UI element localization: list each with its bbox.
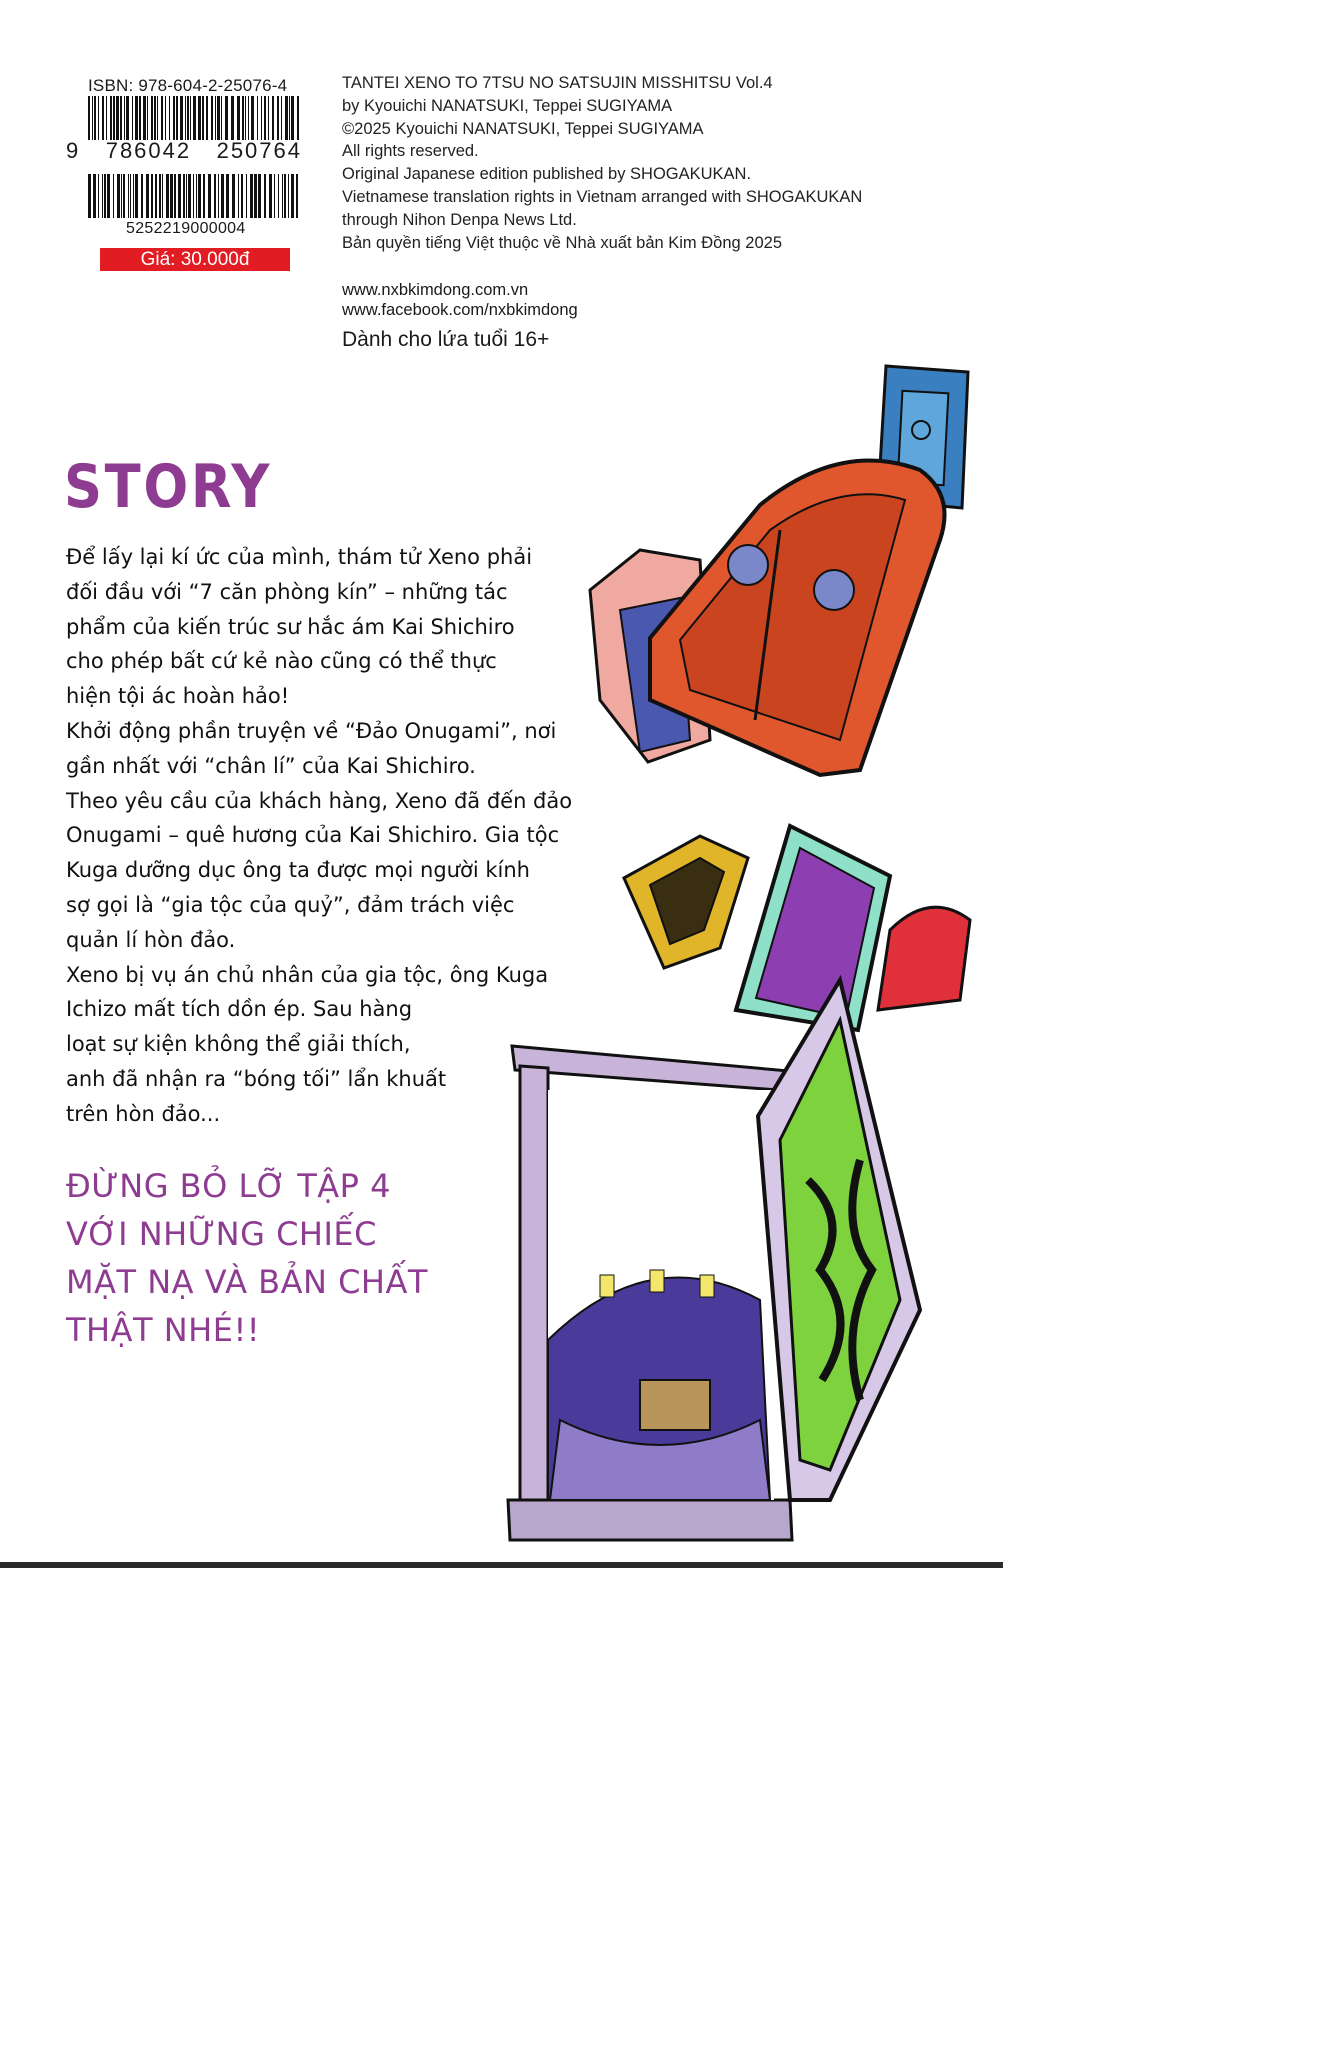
copyright-line: Vietnamese translation rights in Vietnam arranged with SHOGAKUKAN [342, 187, 863, 206]
story-line: quản lí hòn đảo. [66, 927, 236, 952]
isbn-label: ISBN: 978-604-2-25076-4 [88, 76, 288, 95]
story-line: loạt sự kiện không thể giải thích, [66, 1032, 411, 1057]
facebook-link[interactable]: www.facebook.com/nxbkimdong [342, 300, 578, 319]
story-line: Onugami – quê hương của Kai Shichiro. Gia tộc [66, 823, 560, 848]
price-barcode [88, 174, 300, 218]
blue-door-illustration [878, 366, 968, 508]
story-line: Theo yêu cầu của khách hàng, Xeno đã đến đảo [66, 788, 573, 813]
website-link[interactable]: www.nxbkimdong.com.vn [342, 281, 529, 299]
bottom-bar [0, 1562, 1003, 1568]
story-line: Khởi động phần truyện về “Đảo Onugami”, nơi [66, 718, 557, 743]
copyright-line: Bản quyền tiếng Việt thuộc về Nhà xuất bản Kim Đồng 2025 [342, 233, 782, 252]
purple-door-illustration [736, 826, 890, 1030]
copyright-block [342, 72, 962, 254]
ean-digit-lead: 9 [66, 138, 81, 163]
story-line: đối đầu với “7 căn phòng kín” – những tác [66, 579, 508, 604]
copyright-line: TANTEI XENO TO 7TSU NO SATSUJIN MISSHITSU Vol.4 [342, 74, 773, 92]
story-body [66, 540, 626, 1132]
copyright-line: Original Japanese edition published by SHOGAKUKAN. [342, 165, 752, 184]
call-to-action [66, 1162, 428, 1354]
price-tag: Giá: 30.000đ [100, 248, 290, 271]
story-line: Ichizo mất tích dồn ép. Sau hàng [66, 997, 413, 1022]
copyright-line: by Kyouichi NANATSUKI, Teppei SUGIYAMA [342, 96, 673, 115]
cta-line: VỚI NHỮNG CHIẾC [66, 1215, 377, 1253]
yellow-door-illustration [624, 836, 748, 968]
story-line: sợ gọi là “gia tộc của quỷ”, đảm trách việc [66, 892, 515, 917]
cta-line: ĐỪNG BỎ LỠ TẬP 4 [66, 1167, 391, 1205]
copyright-line: All rights reserved. [342, 142, 479, 161]
story-line: hiện tội ác hoàn hảo! [66, 684, 290, 709]
story-line: anh đã nhận ra “bóng tối” lẩn khuất [66, 1066, 447, 1091]
ean-digits [66, 138, 302, 164]
red-brick-door-illustration [878, 907, 970, 1010]
ean-digit-group-2: 250764 [216, 138, 302, 163]
copyright-line: ©2025 Kyouichi NANATSUKI, Teppei SUGIYAMA [342, 119, 704, 138]
red-door-illustration [650, 461, 945, 775]
isbn-barcode [88, 96, 300, 140]
age-rating: Dành cho lứa tuổi 16+ [342, 328, 550, 351]
story-line: Xeno bị vụ án chủ nhân của gia tộc, ông Kuga [66, 962, 549, 987]
story-line: gần nhất với “chân lí” của Kai Shichiro. [66, 753, 476, 778]
cta-line: THẬT NHÉ!! [66, 1311, 261, 1349]
story-line: trên hòn đảo... [66, 1101, 221, 1126]
story-line: Kuga dưỡng dục ông ta được mọi người kính [66, 858, 530, 883]
green-door-illustration [758, 980, 920, 1500]
web-links [342, 281, 578, 320]
secondary-code: 5252219000004 [126, 220, 246, 237]
ean-digit-group-1: 786042 [105, 138, 192, 163]
story-line: cho phép bất cứ kẻ nào cũng có thể thực [66, 649, 497, 674]
copyright-line: through Nihon Denpa News Ltd. [342, 210, 577, 229]
story-line: Để lấy lại kí ức của mình, thám tử Xeno phải [66, 545, 533, 569]
cta-line: MẶT NẠ VÀ BẢN CHẤT [66, 1263, 428, 1301]
story-title: STORY [64, 452, 273, 522]
story-line: phẩm của kiến trúc sư hắc ám Kai Shichiro [66, 614, 515, 639]
